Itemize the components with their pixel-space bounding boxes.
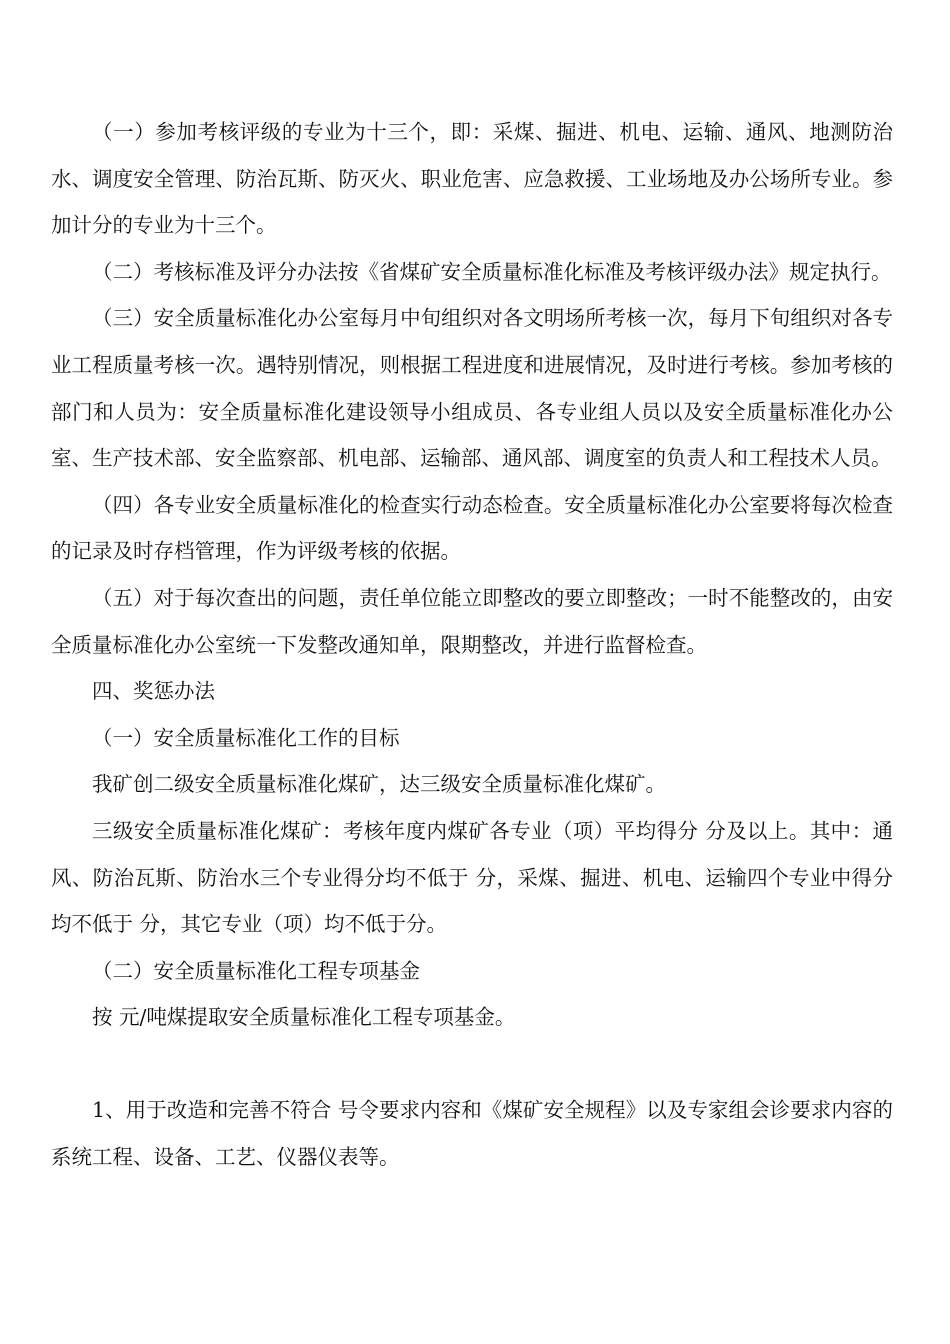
document-page — [51, 109, 893, 1181]
paragraph-fund-use-item-1: 1、用于改造和完善不符合 号令要求内容和《煤矿安全规程》以及专家组会诊要求内容的系统工程、设备、工艺、仪器仪表等。 — [51, 1098, 893, 1170]
paragraph-spacer — [51, 1041, 893, 1088]
paragraph-level-three-criteria: 三级安全质量标准化煤矿：考核年度内煤矿各专业（项）平均得分 分及以上。其中：通风、防治瓦斯、防治水三个专业得分均不低于 分，采煤、掘进、机电、运输四个专业中得分均不低于 分，其它专业（项）均不低于分。 — [51, 818, 893, 937]
subheading-special-fund: （二）安全质量标准化工程专项基金 — [92, 958, 420, 983]
paragraph-assessment-majors: （一）参加考核评级的专业为十三个，即：采煤、掘进、机电、运输、通风、地测防治水、调度安全管理、防治瓦斯、防灭火、职业危害、应急救援、工业场地及办公场所专业。参加计分的专业为十三个。 — [51, 120, 893, 238]
paragraph-monthly-inspection: （三）安全质量标准化办公室每月中旬组织对各文明场所考核一次，每月下旬组织对各专业工程质量考核一次。遇特别情况，则根据工程进度和进展情况，及时进行考核。参加考核的部门和人员为：安全质量标准化建设领导小组成员、各专业组人员以及安全质量标准化办公室、生产技术部、安全监察部、机电部、运输部、通风部、调度室的负责人和工程技术人员。 — [51, 306, 893, 471]
section-heading-rewards-penalties: 四、奖惩办法 — [92, 679, 215, 704]
subheading-goals: （一）安全质量标准化工作的目标 — [92, 725, 400, 750]
paragraph-goal-statement: 我矿创二级安全质量标准化煤矿，达三级安全质量标准化煤矿。 — [92, 772, 666, 797]
paragraph-dynamic-inspection: （四）各专业安全质量标准化的检查实行动态检查。安全质量标准化办公室要将每次检查的记录及时存档管理，作为评级考核的依据。 — [51, 492, 893, 564]
paragraph-rectification: （五）对于每次查出的问题，责任单位能立即整改的要立即整改；一时不能整改的，由安全质量标准化办公室统一下发整改通知单，限期整改，并进行监督检查。 — [51, 585, 893, 657]
paragraph-assessment-standard: （二）考核标准及评分办法按《省煤矿安全质量标准化标准及考核评级办法》规定执行。 — [92, 259, 892, 284]
paragraph-fund-rate: 按 元/吨煤提取安全质量标准化工程专项基金。 — [92, 1005, 516, 1030]
